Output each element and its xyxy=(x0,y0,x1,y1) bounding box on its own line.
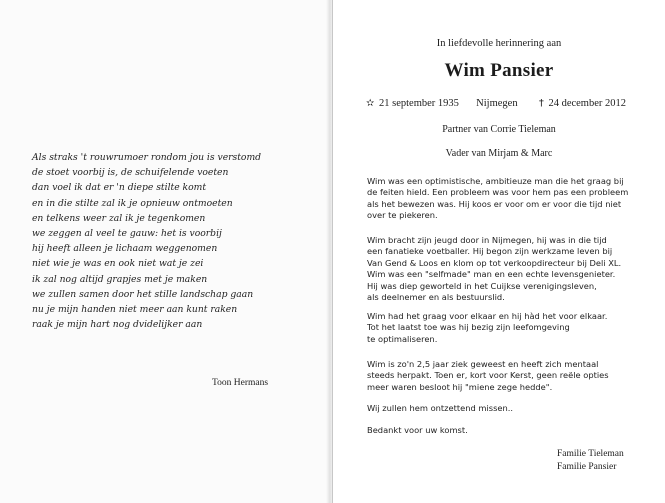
paragraph-line: meer waren besloot hij "miene zege hedde". xyxy=(367,381,553,392)
paragraph-line: Wij zullen hem ontzettend missen.. xyxy=(367,403,514,413)
paragraph-line: Wim had het graag voor elkaar en hij hàd het voor elkaar. xyxy=(367,311,608,321)
birth-star-icon: ✫ xyxy=(366,98,375,109)
paragraph-line: de feiten hield. Een probleem was voor hem pas een probleem xyxy=(367,187,629,198)
family-signature xyxy=(557,448,624,473)
poem-author: Toon Hermans xyxy=(212,378,269,388)
poem-line: niet wie je was en ook niet wat je zei xyxy=(32,258,204,270)
father-line: Vader van Mirjam & Marc xyxy=(445,148,553,159)
poem-line: Als straks 't rouwrumoer rondom jou is verstomd xyxy=(32,152,262,163)
paragraph-line: Van Gend & Loos en klom op tot verkoopdirecteur bij Deli XL. xyxy=(367,257,622,268)
paragraph-line: over te piekeren. xyxy=(367,210,438,221)
paragraph-line: Tot het laatst toe was hij bezig zijn leefomgeving xyxy=(367,322,570,333)
paragraph-line: als het bewezen was. Hij koos er voor om er voor die tijd niet xyxy=(367,198,622,209)
paragraph-5 xyxy=(367,403,513,414)
poem-line: en in die stilte zal ik je opnieuw ontmoeten xyxy=(32,197,233,209)
family-line: Familie Tieleman xyxy=(557,449,624,459)
poem-line: de stoet voorbij is, de schuifelende voeten xyxy=(32,167,229,179)
paragraph-1 xyxy=(367,176,628,222)
death-date: 24 december 2012 xyxy=(548,98,627,109)
deceased-name: Wim Pansier xyxy=(444,60,554,81)
paragraph-4 xyxy=(367,359,609,393)
paragraph-line: een fanatieke voetballer. Hij begon zijn werkzame leven bij xyxy=(367,246,613,257)
paragraph-line: Bedankt voor uw komst. xyxy=(367,425,468,435)
poem-line: hij heeft alleen je lichaam weggenomen xyxy=(32,243,218,255)
family-line: Familie Pansier xyxy=(557,461,617,472)
intro-text: In liefdevolle herinnering aan xyxy=(436,38,562,49)
paragraph-line: als deelnemer en als bestuurslid. xyxy=(367,291,505,302)
birth-date: 21 september 1935 xyxy=(379,98,459,109)
paragraph-2 xyxy=(367,235,621,303)
poem-line: we zeggen al veel te gauw: het is voorbij xyxy=(32,227,222,239)
paragraph-line: Wim is zo'n 2,5 jaar ziek geweest en heeft zich mentaal xyxy=(367,359,599,369)
poem-line: dan voel ik dat er 'n diepe stilte komt xyxy=(32,182,207,194)
paragraph-line: Wim was een "selfmade" man en een echte levensgenieter. xyxy=(367,269,616,280)
poem-line: nu je mijn handen niet meer aan kunt raken xyxy=(32,303,238,315)
poem-line: ik zal nog altijd grapjes met je maken xyxy=(32,273,208,285)
paragraph-6 xyxy=(367,425,468,436)
poem xyxy=(32,150,261,332)
paragraph-line: Hij was diep geworteld in het Cuijkse verenigingsleven, xyxy=(367,280,597,291)
poem-line: we zullen samen door het stille landschap gaan xyxy=(32,288,254,300)
poem-line: en telkens weer zal ik je tegenkomen xyxy=(32,212,206,224)
paragraph-3 xyxy=(367,311,607,345)
poem-line: raak je mijn hart nog dvidelijker aan xyxy=(32,319,203,331)
death-cross-icon: † xyxy=(538,98,544,109)
birth-place: Nijmegen xyxy=(476,98,518,109)
life-dates xyxy=(366,98,626,109)
paragraph-line: te optimaliseren. xyxy=(367,333,438,344)
right-page xyxy=(333,0,665,503)
partner-line: Partner van Corrie Tieleman xyxy=(442,124,556,135)
paragraph-line: Wim was een optimistische, ambitieuze man die het graag bij xyxy=(367,176,624,186)
paragraph-line: steeds herpakt. Toen er, kort voor Kerst, geen reële opties xyxy=(367,370,609,381)
paragraph-line: Wim bracht zijn jeugd door in Nijmegen, hij was in die tijd xyxy=(367,235,607,245)
